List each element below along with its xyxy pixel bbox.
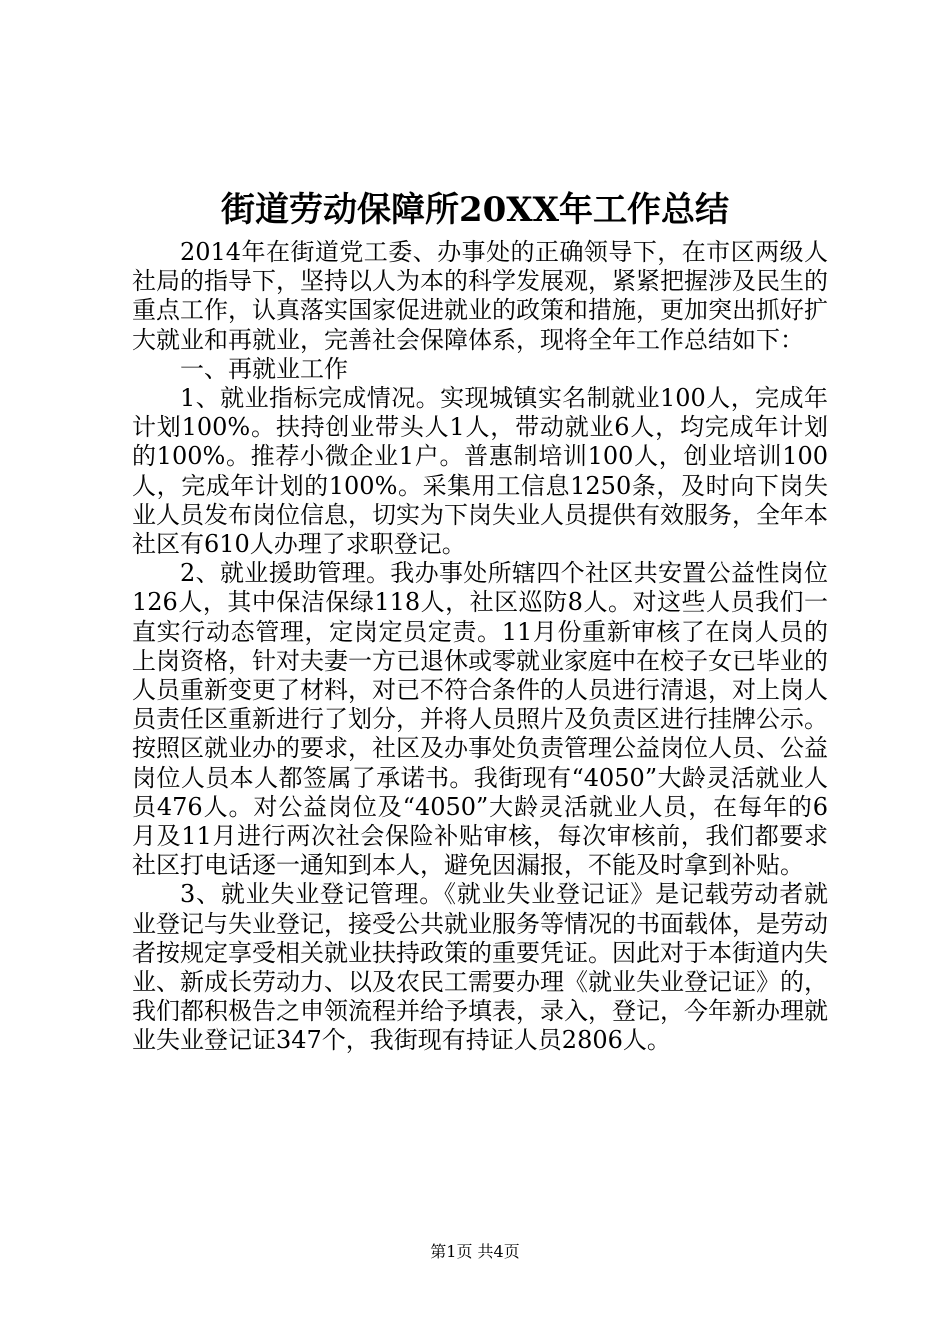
body-paragraph: 3、就业失业登记管理。《就业失业登记证》是记载劳动者就业登记与失业登记，接受公共就业服务等情况的书面载体，是劳动者按规定享受相关就业扶持政策的重要凭证。因此对于本街道内失业、新成长劳动力、以及农民工需要办理《就业失业登记证》的，我们都积极告之申领流程并给予填表，录入，登记，今年新办理就业失业登记证347个，我街现有持证人员2806人。 [132,880,828,1055]
document-title: 街道劳动保障所20XX年工作总结 [220,190,730,230]
page-number-footer: 第1页 共4页 [430,1242,520,1261]
body-paragraph: 1、就业指标完成情况。实现城镇实名制就业100人，完成年计划100%。扶持创业带头人1人，带动就业6人，均完成年计划的100%。推荐小微企业1户。普惠制培训100人，创业培训100人，完成年计划的100%。采集用工信息1250条，及时向下岗失业人员发布岗位信息，切实为下岗失业人员提供有效服务，全年本社区有610人办理了求职登记。 [132,384,828,559]
intro-paragraph: 2014年在街道党工委、办事处的正确领导下，在市区两级人社局的指导下，坚持以人为本的科学发展观，紧紧把握涉及民生的重点工作，认真落实国家促进就业的政策和措施，更加突出抓好扩大就业和再就业，完善社会保障体系，现将全年工作总结如下： [132,238,828,354]
document-body [132,238,828,1056]
section-heading: 一、再就业工作 [180,354,348,383]
body-paragraph: 2、就业援助管理。我办事处所辖四个社区共安置公益性岗位126人，其中保洁保绿118人，社区巡防8人。对这些人员我们一直实行动态管理，定岗定员定责。11月份重新审核了在岗人员的上岗资格，针对夫妻一方已退休或零就业家庭中在校子女已毕业的人员重新变更了材料，对已不符合条件的人员进行清退，对上岗人员责任区重新进行了划分，并将人员照片及负责区进行挂牌公示。按照区就业办的要求，社区及办事处负责管理公益岗位人员、公益岗位人员本人都签属了承诺书。我街现有“4050”大龄灵活就业人员476人。对公益岗位及“4050”大龄灵活就业人员，在每年的6月及11月进行两次社会保险补贴审核，每次审核前，我们都要求社区打电话逐一通知到本人，避免因漏报，不能及时拿到补贴。 [132,559,828,880]
